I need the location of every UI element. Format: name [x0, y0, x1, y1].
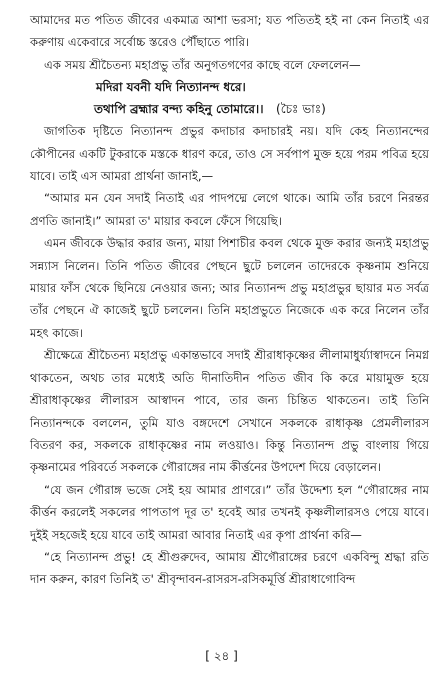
paragraph-5: এমন জীবকে উদ্ধার করার জন্য, মায়া পিশাচীর কবল থেকে মুক্ত করার জন্যই মহাপ্রভু সন্ন্যাস নিলেন। তিনি পতিত জীবের পেছনে ছুটে চললেন তাদেরকে কৃষ্ণনাম শুনিয়ে মায়ার ফাঁস থেকে ছিনিয়ে নেওয়ার জন্য; আর নিত্যানন্দ প্রভু মহাপ্রভুর ছায়ার মত সর্বত্র তাঁর পেছনে ঐ কাজেই ছুটে চললেন। তিনি মহাপ্রভুতে নিজেকে এক করে নিলেন তাঁর মহৎ কাজে। [30, 236, 429, 340]
verse-line-1: মদিরা যবনী যদি নিত্যানন্দ ধরে। [96, 80, 246, 95]
paragraph-4: “আমার মন যেন সদাই নিতাই এর পাদপদ্মে লেগে থাকে। আমি তাঁর চরণে নিরন্তর প্রণতি জানাই।” আমরা ত' মায়ার কবলে ফেঁসে গিয়েছি। [30, 191, 429, 228]
paragraph-3: জাগতিক দৃষ্টিতে নিত্যানন্দ প্রভুর কদাচার কদাচারই নয়। যদি কেহ নিত্যানন্দের কৌপীনের একটি টুকরাকে মস্তকে ধারণ করে, তাও সে সর্বপাপ মুক্ত হয়ে পরম পবিত্র হয়ে যাবে। তাই এস আমরা প্রার্থনা জানাই,— [30, 124, 429, 184]
paragraph-7: “যে জন গৌরাঙ্গ ভজে সেই হয় আমার প্রাণরে।” তাঁর উদ্দেশ্য হল “গৌরাঙ্গের নাম কীর্ত্তন করলেই সকলের পাপতাপ দূর ত' হবেই আর তখনই কৃষ্ণলীলারসও পেয়ে যাবে। দুইই সহজেই হয়ে যাবে তাই আমরা আবার নিতাই এর কৃপা প্রার্থনা করি— [30, 482, 429, 542]
verse-source: (চৈঃ ভাঃ) [276, 102, 326, 117]
paragraph-8: “হে নিত্যানন্দ প্রভু! হে শ্রীগুরুদেব, আমায় শ্রীগৌরাঙ্গের চরণে একবিন্দু শ্রদ্ধা রতি দান করুন, কারণ তিনিই ত' শ্রীবৃন্দাবন-রাসরস-রসিকমূর্ত্তি শ্রীরাধাগোবিন্দ [30, 549, 429, 587]
verse-line-2 [30, 98, 429, 120]
paragraph-6: শ্রীক্ষেত্রে শ্রীচৈতন্য মহাপ্রভু একান্তভাবে সদাই শ্রীরাধাকৃষ্ণের লীলামাধুর্য্যাস্বাদনে নিমগ্ন থাকতেন, অথচ তার মধ্যেই অতি দীনাতিদীন পতিত জীব কি করে মায়ামুক্ত হয়ে শ্রীরাধাকৃষ্ণের লীলারস আস্বাদন পাবে, তার জন্য চিন্তিত থাকতেন। তাই তিনি নিত্যানন্দকে বললেন, তুমি যাও বঙ্গদেশে সেখানে সকলকে রাধাকৃষ্ণ প্রেমলীলারস বিতরণ কর, সকলকে রাধাকৃষ্ণের নাম লওয়াও। কিন্তু নিত্যানন্দ প্রভু বাংলায় গিয়ে কৃষ্ণনামের পরিবর্তে সকলকে গৌরাঙ্গের নাম কীর্ত্তনের উপদেশ দিয়ে বেড়ালেন। [30, 348, 429, 475]
page-number: [ ২৪ ] [205, 649, 238, 663]
paragraph-1: আমাদের মত পতিত জীবের একমাত্র আশা ভরসা; যত পতিতই হই না কেন নিতাই এর করুণায় একেবারে সর্বোচ্চ স্তরেও পৌঁছাতে পারি। [30, 13, 429, 50]
paragraph-2: এক সময় শ্রীচৈতন্য মহাপ্রভু তাঁর অনুগতগণের কাছে বলে ফেললেন— [44, 57, 361, 72]
verse-line-2-text: তথাপি ব্রহ্মার বন্দ্য কহিনু তোমারে।। [94, 102, 264, 117]
verse-block [30, 76, 429, 120]
